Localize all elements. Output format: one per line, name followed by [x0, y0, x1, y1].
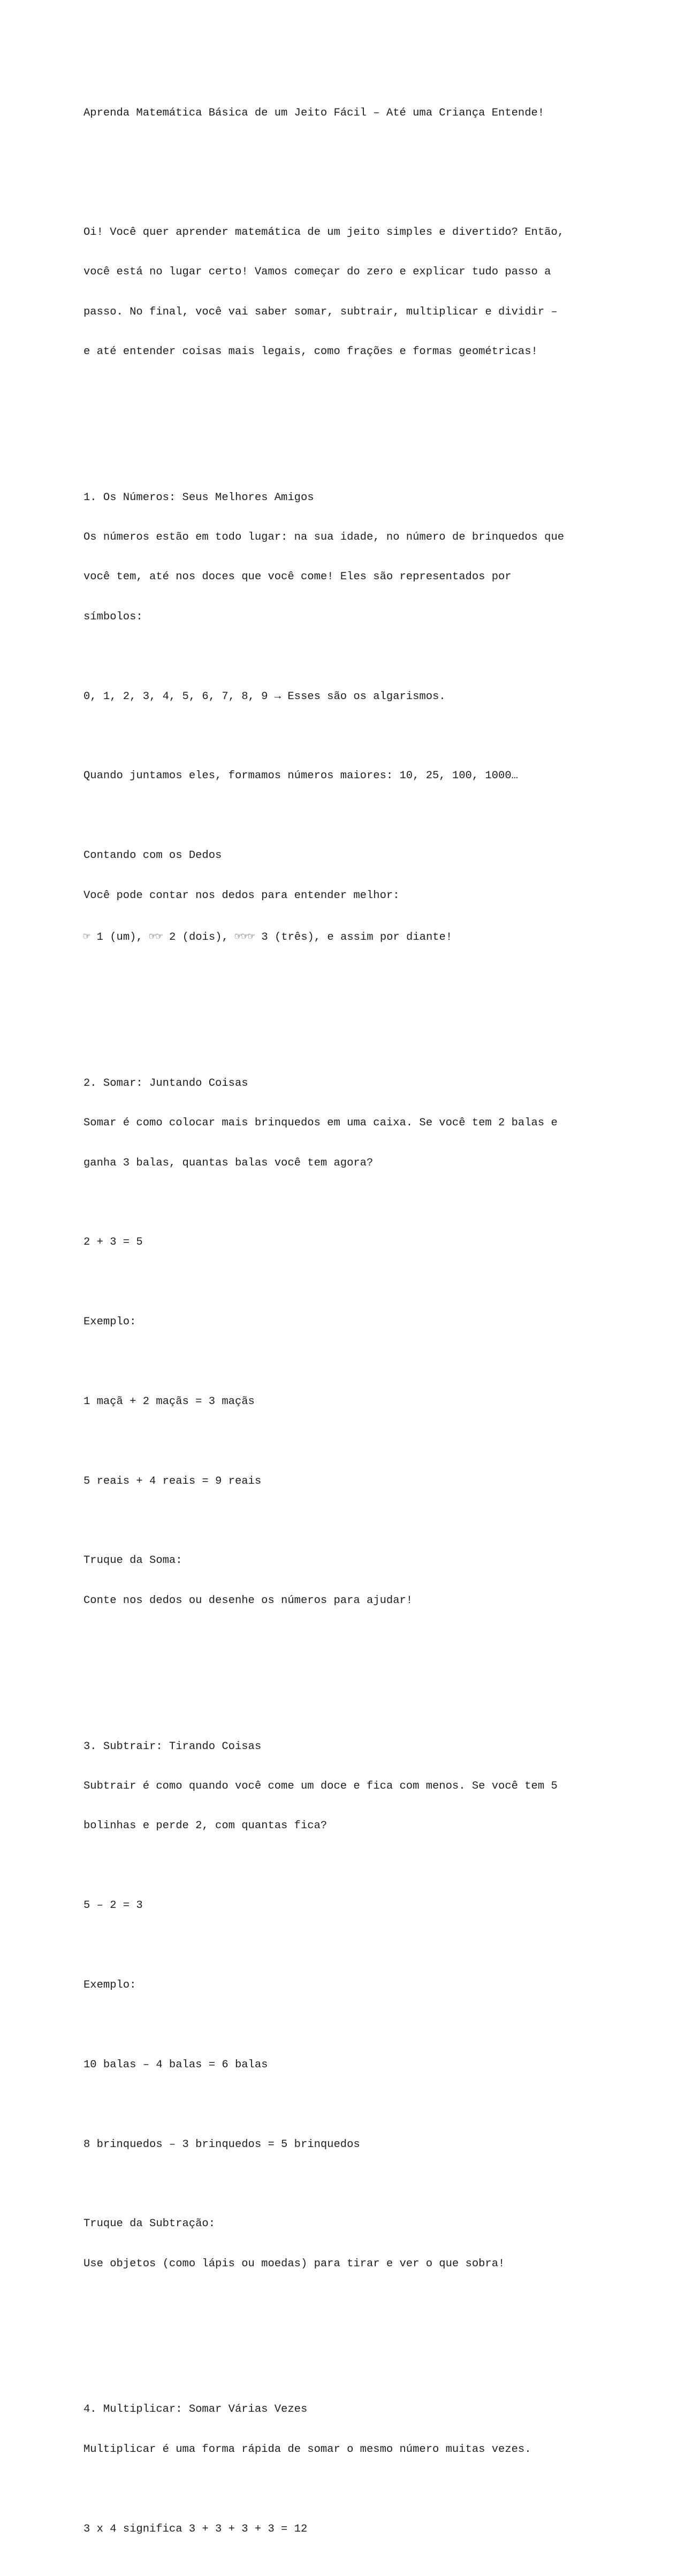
spacer: [83, 2483, 619, 2496]
section-subtraction: [83, 1714, 619, 2297]
section-numbers: [83, 465, 619, 971]
spacer: [83, 2178, 619, 2191]
text-line: Conte nos dedos ou desenhe os números para ajudar!: [83, 1594, 413, 1607]
spacer: [83, 2098, 619, 2112]
fingers-line: ☞ 1 (um), ☞☞ 2 (dois), ☞☞☞ 3 (três), e assim por diante!: [83, 931, 453, 944]
text-line: e até entender coisas mais legais, como frações e formas geométricas!: [83, 345, 538, 358]
text-line: Subtrair é como quando você come um doce e fica com menos. Se você tem 5: [83, 1780, 558, 1792]
section-heading: 3. Subtrair: Tirando Coisas: [83, 1740, 262, 1753]
section-heading: 4. Multiplicar: Somar Várias Vezes: [83, 2403, 308, 2416]
text-line: ganha 3 balas, quantas balas você tem agora?: [83, 1156, 374, 1169]
spacer: [83, 1435, 619, 1448]
section-heading: 1. Os Números: Seus Melhores Amigos: [83, 491, 314, 504]
example-line: 1 maçã + 2 maçãs = 3 maçãs: [83, 1395, 255, 1408]
text-line: Você pode contar nos dedos para entender melhor:: [83, 889, 400, 902]
spacer: [83, 730, 619, 743]
spacer: [83, 810, 619, 823]
text-line: Oi! Você quer aprender matemática de um jeito simples e divertido? Então,: [83, 226, 565, 239]
document-page: [83, 80, 619, 2576]
section-heading: 2. Somar: Juntando Coisas: [83, 1077, 248, 1090]
spacer: [83, 2019, 619, 2032]
equation: 3 x 4 significa 3 + 3 + 3 + 3 = 12: [83, 2523, 308, 2535]
spacer: [83, 1939, 619, 1953]
example-line: 10 balas – 4 balas = 6 balas: [83, 2058, 268, 2071]
text-line: símbolos:: [83, 610, 143, 623]
trick-heading: Truque da Soma:: [83, 1554, 182, 1567]
spacer: [83, 1197, 619, 1210]
text-line: passo. No final, você vai saber somar, subtrair, multiplicar e dividir –: [83, 305, 558, 318]
equation: 5 – 2 = 3: [83, 1899, 143, 1912]
example-line: 8 brinquedos – 3 brinquedos = 5 brinquedos: [83, 2138, 360, 2151]
trick-heading: Truque da Subtração:: [83, 2218, 216, 2230]
spacer: [83, 998, 619, 1011]
subsection-heading: Contando com os Dedos: [83, 849, 222, 862]
spacer: [83, 412, 619, 425]
document-title: Aprenda Matemática Básica de um Jeito Fácil – Até uma Criança Entende!: [83, 106, 545, 119]
intro-paragraph: [83, 200, 619, 385]
digits-line: 0, 1, 2, 3, 4, 5, 6, 7, 8, 9 → Esses são os algarismos.: [83, 690, 446, 703]
text-line: você está no lugar certo! Vamos começar do zero e explicar tudo passo a: [83, 266, 551, 279]
example-label: Exemplo:: [83, 1979, 136, 1991]
spacer: [83, 1860, 619, 1873]
spacer: [83, 1515, 619, 1528]
section-multiplication: [83, 2377, 619, 2563]
section-addition: [83, 1051, 619, 1634]
spacer: [83, 147, 619, 160]
text-line: bolinhas e perde 2, com quantas fica?: [83, 1820, 328, 1833]
spacer: [83, 1276, 619, 1290]
example-label: Exemplo:: [83, 1316, 136, 1329]
example-line: 5 reais + 4 reais = 9 reais: [83, 1475, 262, 1488]
spacer: [83, 650, 619, 664]
spacer: [83, 2324, 619, 2337]
equation: 2 + 3 = 5: [83, 1236, 143, 1249]
spacer: [83, 1661, 619, 1674]
spacer: [83, 1356, 619, 1369]
text-line: Use objetos (como lápis ou moedas) para tirar e ver o que sobra!: [83, 2257, 505, 2270]
text-line: Multiplicar é uma forma rápida de somar o mesmo número muitas vezes.: [83, 2443, 531, 2456]
text-line: você tem, até nos doces que você come! Eles são representados por: [83, 571, 512, 584]
text-line: Quando juntamos eles, formamos números maiores: 10, 25, 100, 1000…: [83, 770, 518, 783]
text-line: Somar é como colocar mais brinquedos em uma caixa. Se você tem 2 balas e: [83, 1117, 558, 1130]
text-line: Os números estão em todo lugar: na sua idade, no número de brinquedos que: [83, 531, 565, 544]
